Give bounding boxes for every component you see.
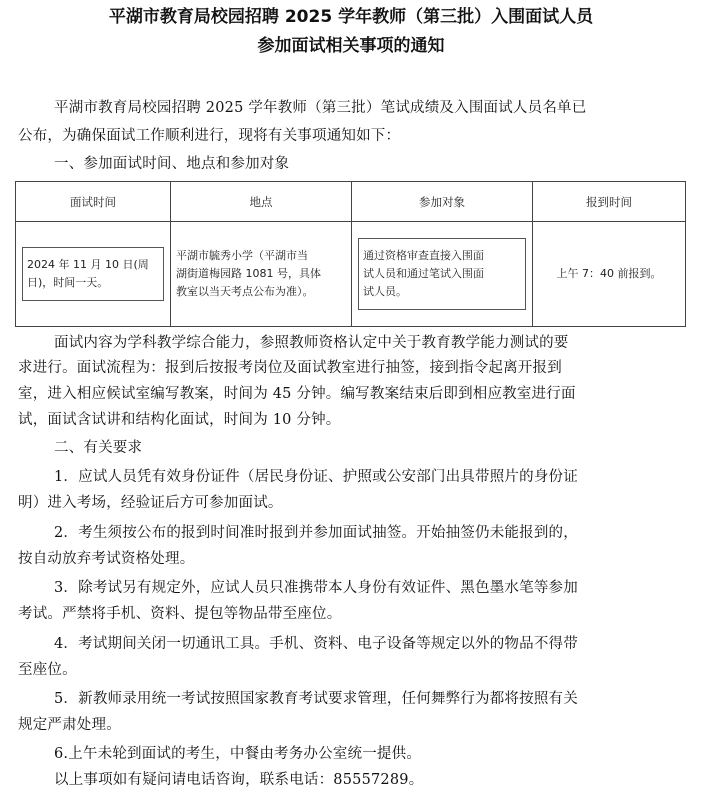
time-line2: 日)，时间一天。 xyxy=(27,276,109,290)
section1-heading: 一、参加面试时间、地点和参加对象 xyxy=(54,156,290,172)
header-location: 地点 xyxy=(171,182,352,222)
header-time: 面试时间 xyxy=(16,182,171,222)
req5-line1: 5．新教师录用统一考试按照国家教育考试要求管理，任何舞弊行为都将按照有关 xyxy=(54,691,578,707)
cell-participants-box xyxy=(358,238,526,310)
report-time-text: 上午 7：40 前报到。 xyxy=(556,267,662,281)
location-line3: 教室以当天考点公布为准）。 xyxy=(176,285,314,299)
req2-line1: 2．考生须按公布的报到时间准时报到并参加面试抽签。开始抽签仍未能报到的， xyxy=(54,525,578,541)
location-line1: 平湖市毓秀小学（平湖市当 xyxy=(176,249,308,263)
req1-line1: 1．应试人员凭有效身份证件（居民身份证、护照或公安部门出具带照片的身份证 xyxy=(54,469,578,485)
notice-title-line2: 参加面试相关事项的通知 xyxy=(257,36,445,56)
participants-line1: 通过资格审查直接入围面 xyxy=(363,249,484,263)
req5-line2: 规定严肃处理。 xyxy=(18,717,121,733)
req2-line2: 按自动放弃考试资格处理。 xyxy=(18,551,195,567)
table-row xyxy=(16,222,686,327)
intro-line2: 公布，为确保面试工作顺利进行，现将有关事项通知如下： xyxy=(18,128,401,144)
table-header-row xyxy=(16,182,686,222)
participants-line3: 试人员。 xyxy=(363,285,407,299)
time-line1: 2024 年 11 月 10 日(周 xyxy=(27,258,149,272)
notice-title-line1: 平湖市教育局校园招聘 2025 学年教师（第三批）入围面试人员 xyxy=(108,7,594,27)
para2-line4: 试，面试含试讲和结构化面试，时间为 10 分钟。 xyxy=(18,412,341,428)
req4-line2: 至座位。 xyxy=(18,662,77,678)
cell-participants xyxy=(352,222,533,327)
req3-line1: 3．除考试另有规定外，应试人员只准携带本人身份有效证件、黑色墨水笔等参加 xyxy=(54,580,578,596)
cell-report-time xyxy=(533,222,686,327)
participants-line2: 试人员和通过笔试入围面 xyxy=(363,267,484,281)
para2-line3: 室，进入相应候试室编写教案，时间为 45 分钟。编写教案结束后即到相应教室进行面 xyxy=(18,386,576,402)
section2-heading: 二、有关要求 xyxy=(54,440,143,456)
req1-line2: 明）进入考场，经验证后方可参加面试。 xyxy=(18,495,283,511)
req4-line1: 4．考试期间关闭一切通讯工具。手机、资料、电子设备等规定以外的物品不得带 xyxy=(54,636,578,652)
para2-line2: 求进行。面试流程为：报到后按报考岗位及面试教室进行抽签，接到指令起离开报到 xyxy=(18,360,562,376)
cell-time-box xyxy=(22,247,164,301)
contact-line: 以上事项如有疑问请电话咨询，联系电话：85557289。 xyxy=(54,772,424,788)
schedule-table xyxy=(15,181,686,327)
header-participants: 参加对象 xyxy=(352,182,533,222)
para2-line1: 面试内容为学科教学综合能力，参照教师资格认定中关于教育教学能力测试的要 xyxy=(54,335,569,351)
intro-line1: 平湖市教育局校园招聘 2025 学年教师（第三批）笔试成绩及入围面试人员名单已 xyxy=(54,100,587,116)
cell-time xyxy=(16,222,171,327)
req6-line1: 6.上午未轮到面试的考生，中餐由考务办公室统一提供。 xyxy=(54,746,422,762)
cell-location xyxy=(171,222,352,327)
header-report-time: 报到时间 xyxy=(533,182,686,222)
location-line2: 湖街道梅园路 1081 号，具体 xyxy=(176,267,321,281)
req3-line2: 考试。严禁将手机、资料、提包等物品带至座位。 xyxy=(18,606,342,622)
